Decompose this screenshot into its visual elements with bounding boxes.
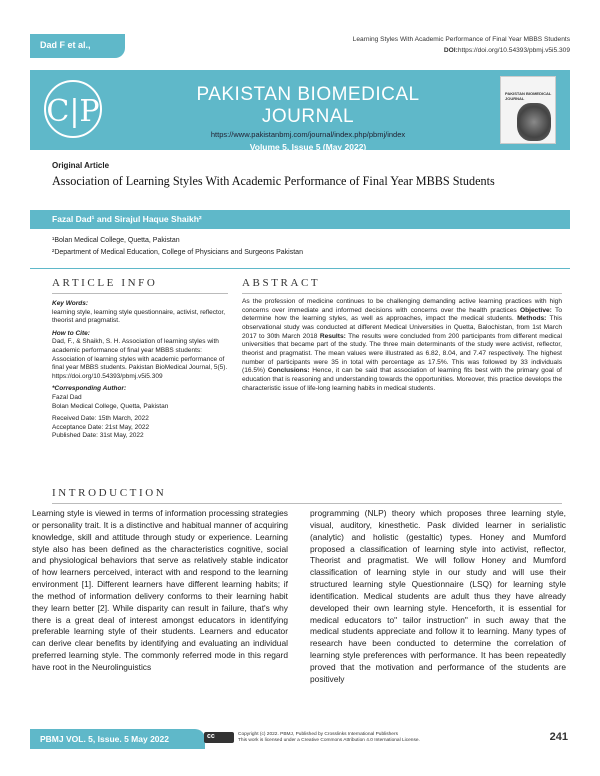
conclusions-label: Conclusions: bbox=[267, 367, 310, 375]
published-date: Published Date: 31st May, 2022 bbox=[52, 432, 144, 440]
cover-art-icon bbox=[517, 103, 551, 141]
cc-license-icon[interactable] bbox=[204, 732, 234, 743]
keywords-label: Key Words: bbox=[52, 300, 88, 307]
methods: This observational study was conducted at different Medical Universities in Quetta, Balochistan, from 1st March 2017 to 30th March 2018 bbox=[242, 315, 563, 340]
corresponding-label: *Corresponding Author: bbox=[52, 385, 127, 393]
results-label: Results: bbox=[319, 332, 346, 340]
journal-logo-icon bbox=[44, 80, 102, 138]
running-header bbox=[353, 34, 570, 56]
corresponding-name: Fazal Dad bbox=[52, 393, 82, 401]
footer-issue: PBMJ VOL. 5, Issue. 5 May 2022 bbox=[40, 734, 169, 744]
journal-name: PAKISTAN BIOMEDICAL JOURNAL bbox=[196, 84, 420, 127]
received-date: Received Date: 15th March, 2022 bbox=[52, 415, 149, 423]
divider bbox=[30, 268, 570, 269]
article-info bbox=[52, 300, 228, 445]
journal-banner bbox=[30, 70, 570, 150]
abstract-intro: As the profession of medicine continues to be challenging demanding active learning practices with high concerns over immediate and informed decisions with concerns over the health practices bbox=[242, 298, 562, 314]
footer-issue-tab bbox=[30, 729, 205, 749]
accepted-date: Acceptance Date: 21st May, 2022 bbox=[52, 423, 150, 431]
article-title: Association of Learning Styles With Academic Performance of Final Year MBBS Students bbox=[52, 174, 495, 188]
author-tab bbox=[30, 34, 125, 58]
author-short: Dad F et al., bbox=[40, 40, 91, 50]
copyright-line-1: Copyright (c) 2022. PBMJ, Published by Crosslinks International Publishers bbox=[238, 732, 398, 737]
introduction-rule bbox=[52, 503, 562, 504]
cc-badge-text: cc bbox=[207, 733, 215, 740]
copyright bbox=[238, 732, 420, 744]
journal-info bbox=[158, 84, 458, 152]
article-info-rule bbox=[52, 293, 228, 294]
methods-label: Methods: bbox=[517, 315, 547, 323]
article-type: Original Article bbox=[52, 161, 110, 170]
article-info-heading: ARTICLE INFO bbox=[52, 277, 158, 289]
journal-cover-thumbnail bbox=[500, 76, 556, 144]
objective: To determine how the learning styles, as well as approaches, impact the medical students. bbox=[242, 306, 562, 323]
cite-label: How to Cite: bbox=[52, 329, 90, 337]
affiliation-1: ¹Bolan Medical College, Quetta, Pakistan bbox=[52, 237, 180, 244]
abstract-text bbox=[242, 298, 562, 393]
intro-column-2: programming (NLP) theory which proposes three learning style, visual, auditory, kinesthetic. Pask divided learner in serialistic (analytic) and holistic (gestaltic) types. Honey and Mumford proposed a classification of learning style into activist, reflector, Theorist and pragmatist. We will follow Honey and Mumford classification of learning style in our study and will use their structured learning style Questionnaire (LSQ) for learning style identification. Medical students are adult thus they have already developed their own learning style. Henceforth, it is essential for medical educators to" tailor instruction" in such away that the medical students appreciate and follow it to learning. Many types of research have been conducted to determine the correlation of learning style preferences with performance. It has been repeatedly proved that the motivation and performance of the students are positively bbox=[310, 508, 566, 684]
author-bar bbox=[30, 210, 570, 229]
journal-volume: Volume 5, Issue 5 (May 2022) bbox=[249, 142, 367, 152]
conclusions: Hence, it can be said that association of learning fits best with the primary goal of education that is reasoning and understanding towards the opportunities. Moreover, this practice develops the characteristic issue of life-long learning habits in medical students. bbox=[242, 367, 562, 392]
journal-url[interactable]: https://www.pakistanbmj.com/journal/index.php/pbmj/index bbox=[210, 130, 406, 139]
citation: Dad, F., & Shaikh, S. H. Association of learning styles with academic performance of final year MBBS students: Association of learning styles with academic performance of final year MBBS students. Pakistan BioMedical Journal, 5(5). https://doi.org/10.54393/pbmj.v5i5.309 bbox=[52, 338, 228, 380]
running-title: Learning Styles With Academic Performance of Final Year MBBS Students bbox=[352, 36, 570, 43]
introduction-heading: INTRODUCTION bbox=[52, 487, 167, 499]
objective-label: Objective: bbox=[520, 306, 552, 314]
abstract-heading: ABSTRACT bbox=[242, 277, 321, 289]
page-number: 241 bbox=[549, 731, 568, 743]
abstract-rule bbox=[242, 293, 562, 294]
cover-title: PAKISTAN BIOMEDICAL JOURNAL bbox=[505, 91, 552, 101]
copyright-line-2[interactable]: This work is licensed under a Creative Commons Attribution 4.0 International License. bbox=[238, 738, 420, 743]
intro-column-1: Learning style is viewed in terms of information processing strategies or personality trait. It is a distinctive and habitual manner of acquiring knowledge, skill and attitude through study or experience. Learning style also has been defined as the characteristics cognitive, social and physiological behaviors that serve as relatively stable indicator of how learners perceived, interact with and respond to the learning environment [1]. Different learners have different learning habits; if the method of information delivery conforms to their learning habit they learn better [2]. While disparity can result in failure, that's why there is a great deal of interest amongst educators in identifying preferable learning style of their students. Learners and educator can derive clear benefits by identifying and evaluating an individual preferred learning style. The commonly referred mode in this regard have root in the Neurolinguistics bbox=[32, 508, 288, 672]
doi-label: DOI: bbox=[443, 47, 458, 54]
results: The results were concluded from 200 participants from different medical universities that became part of the study. The three main determinants of the study were activist, reflector, theorist and pragmatist. The mean values were illustrated as 6.82, 8.04, and 7.47 respectively. The highest number of participants were 35 in total with percentage as 17.5%. This was followed by 33 individuals (16.5%) bbox=[242, 332, 562, 375]
corresponding-affiliation: Bolan Medical College, Quetta, Pakistan bbox=[52, 402, 169, 410]
logo-text: C|P bbox=[46, 94, 100, 129]
affiliation-2: ²Department of Medical Education, College of Physicians and Surgeons Pakistan bbox=[52, 249, 303, 256]
authors: Fazal Dad¹ and Sirajul Haque Shaikh² bbox=[52, 214, 202, 224]
keywords: learning style, learning style questionnaire, activist, reflector, theorist and pragmatist. bbox=[52, 308, 226, 325]
doi-link[interactable]: https://doi.org/10.54393/pbmj.v5i5.309 bbox=[457, 47, 570, 54]
